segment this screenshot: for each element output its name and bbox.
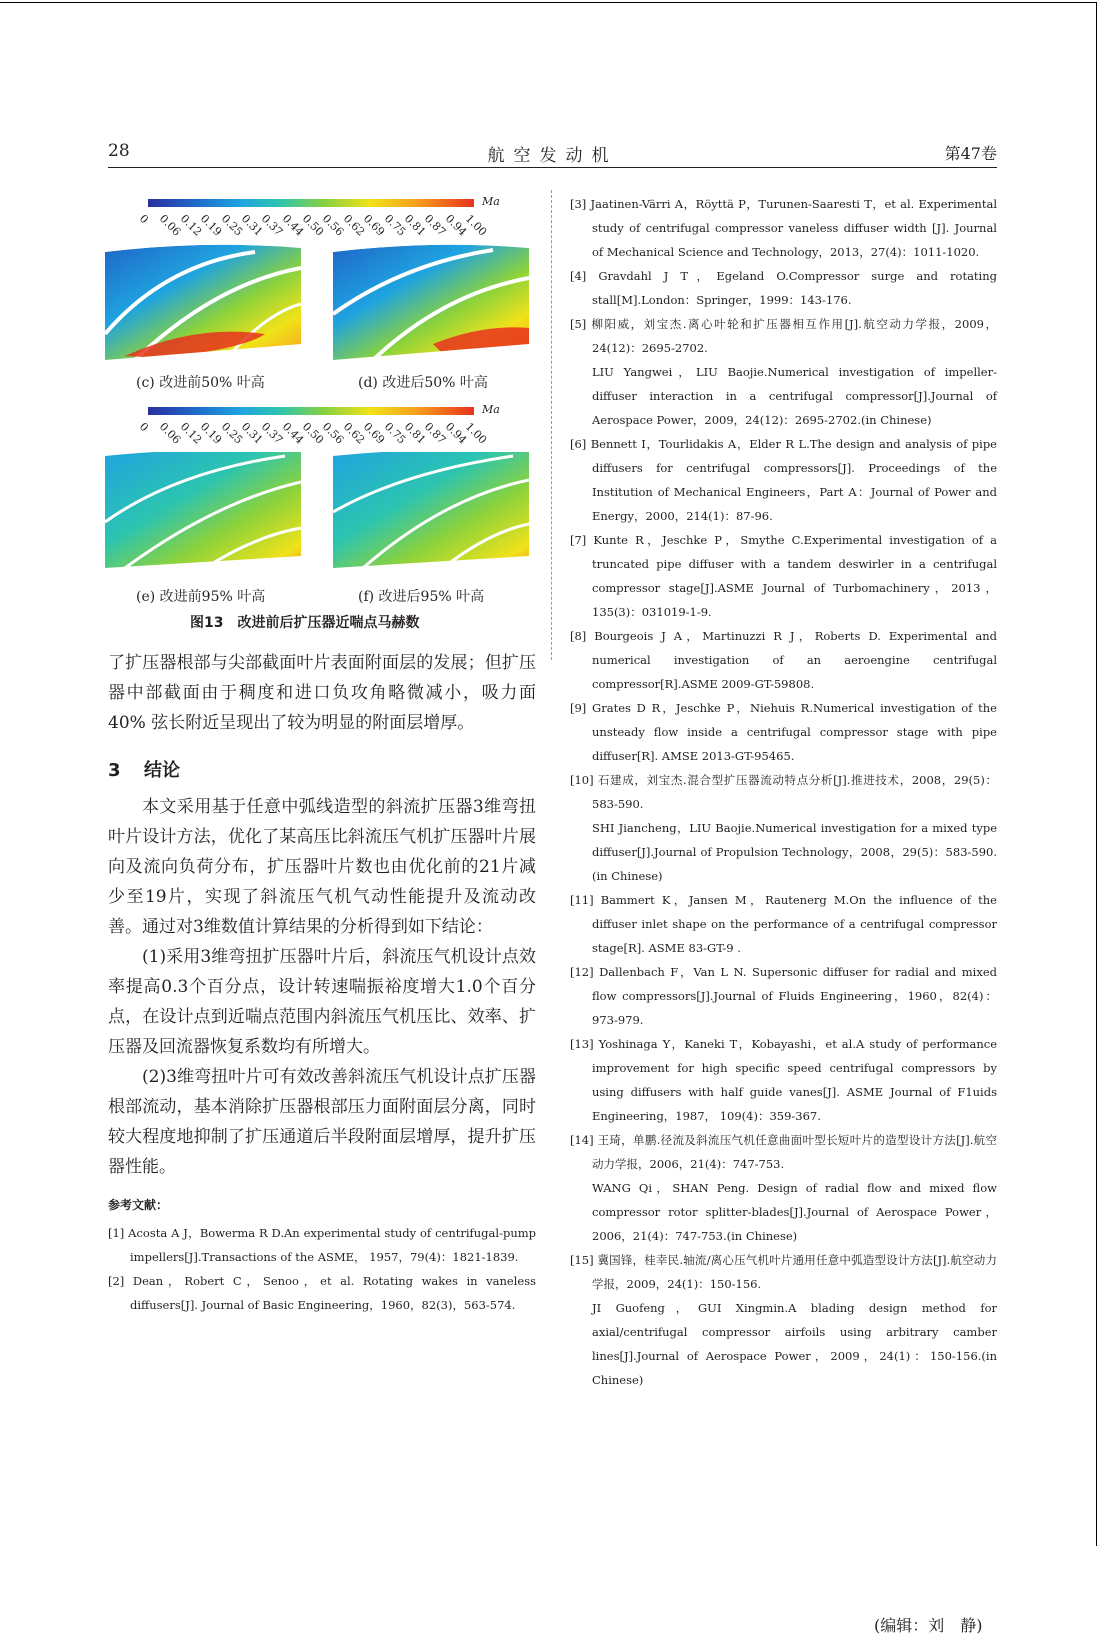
colorbar-tick-label: 0 <box>136 420 151 435</box>
reference-item <box>570 432 997 528</box>
colorbar-unit: Ma <box>482 403 500 416</box>
section-heading <box>108 756 536 782</box>
reference-text: [9] Grates D R，Jeschke P，Niehuis R.Numerical investigation of the unsteady flow inside a centrifugal compressor stage with pipe diffuser[R]. AMSE 2013-GT-95465. <box>570 701 997 763</box>
colorbar-tick-label: 0.25 <box>218 420 245 447</box>
colorbar-tick-label: 0.37 <box>259 212 286 239</box>
reference-item <box>570 1128 997 1248</box>
colorbar-tick-label: 0.25 <box>218 212 245 239</box>
colorbar-tick-label: 0.37 <box>259 420 286 447</box>
reference-english: WANG Qi，SHAN Peng. Design of radial flow and mixed flow compressor rotor splitter-blades[J].Journal of Aerospace Power，2006，21(4)：747-753.(in Chinese) <box>592 1181 997 1243</box>
reference-text: [1] Acosta A J，Bowerma R D.An experimental study of centrifugal-pump impellers[J].Transactions of the ASME， 1957，79(4)：1821-1839. <box>108 1226 536 1264</box>
paragraph-conclusion-1: (1)采用3维弯扭扩压器叶片后，斜流压气机设计点效率提高0.3个百分点，设计转速喘振裕度增大1.0个百分点，在设计点到近喘点范围内斜流压气机压比、效率、扩压器及回流器恢复系数均有所增大。 <box>108 947 536 1057</box>
panel-c-contour <box>105 244 301 360</box>
colorbar-tick-label: 1.00 <box>462 420 490 447</box>
paragraph-continued: 了扩压器根部与尖部截面叶片表面附面层的发展；但扩压器中部截面由于稠度和进口负攻角略微减小，吸力面40% 弦长附近呈现出了较为明显的附面层增厚。 <box>108 653 536 733</box>
editor-note: (编辑：刘 静) <box>874 1616 983 1635</box>
panel-f-contour <box>333 452 529 568</box>
reference-item <box>570 1248 997 1392</box>
panel-c-label: (c) 改进前50% 叶高 <box>136 375 265 391</box>
reference-text: [5] 柳阳威，刘宝杰.离心叶轮和扩压器相互作用[J].航空动力学报，2009，24(12)：2695-2702. <box>570 317 997 355</box>
colorbar-tick-label: 0.62 <box>340 420 368 447</box>
journal-title: 航空发动机 <box>487 146 618 166</box>
reference-text: [14] 王琦，单鹏.径流及斜流压气机任意曲面叶型长短叶片的造型设计方法[J].航空动力学报，2006，21(4)：747-753. <box>570 1133 997 1171</box>
colorbar-tick-label: 0.56 <box>320 420 347 447</box>
column-divider <box>551 190 552 660</box>
reference-text: [3] Jaatinen-Värri A，Röyttä P，Turunen-Saaresti T，et al. Experimental study of centrifugal compressor vaneless diffuser width [J]. Journal of Mechanical Science and Technology，2013，27(4)：1011-1020. <box>570 197 997 259</box>
reference-english: JI Guofeng，GUI Xingmin.A blading design method for axial/centrifugal compressor airfoils using arbitrary camber lines[J].Journal of Aerospace Power，2009，24(1)：150-156.(in Chinese) <box>592 1301 997 1387</box>
colorbar-tick-label: 0.19 <box>197 212 225 239</box>
colorbar-tick-label: 0.06 <box>157 212 184 239</box>
reference-item <box>570 888 997 960</box>
references-list-right <box>570 192 997 1392</box>
colorbar-tick-label: 0.94 <box>442 420 469 447</box>
colorbar-tick-label: 0.44 <box>279 212 306 239</box>
reference-text: [15] 冀国锋，桂幸民.轴流/离心压气机叶片通用任意中弧造型设计方法[J].航空动力学报，2009，24(1)：150-156. <box>570 1253 997 1291</box>
colorbar-tick-label: 0.12 <box>177 420 205 447</box>
reference-item <box>570 528 997 624</box>
reference-text: [7] Kunte R，Jeschke P，Smythe C.Experimental investigation of a truncated pipe diffuser with a tandem deswirler in a centrifugal compressor stage[J].ASME Journal of Turbomachinery，2013，135(3)：031019-1-9. <box>570 533 997 619</box>
section-title: 结论 <box>144 760 180 781</box>
reference-text: [6] Bennett I，Tourlidakis A，Elder R L.The design and analysis of pipe diffusers for centrifugal compressors[J]. Proceedings of the Institution of Mechanical Engineers，Part A：Journal of Power and Energy，2000，214(1)：87-96. <box>570 437 997 523</box>
reference-item <box>570 264 997 312</box>
colorbar-bottom <box>136 398 500 452</box>
reference-item <box>570 192 997 264</box>
reference-item <box>108 1269 536 1317</box>
colorbar-tick-label: 0.44 <box>279 420 306 447</box>
reference-item <box>570 312 997 432</box>
panel-e-contour <box>105 452 301 568</box>
colorbar-gradient <box>148 407 474 415</box>
volume-label: 第47卷 <box>944 144 997 163</box>
panel-f-label: (f) 改进后95% 叶高 <box>358 589 485 605</box>
reference-item <box>570 624 997 696</box>
colorbar-tick-label: 0.19 <box>197 420 225 447</box>
reference-text: [13] Yoshinaga Y，Kaneki T，Kobayashi，et al.A study of performance improvement for high specific speed centrifugal compressors by using diffusers with half guide vanes[J]. ASME Journal of F1uids Engineering，1987， 109(4)：359-367. <box>570 1037 997 1123</box>
colorbar-tick-label: 0.31 <box>238 420 266 447</box>
reference-english: SHI Jiancheng，LIU Baojie.Numerical investigation for a mixed type diffuser[J].Journal of Propulsion Technology，2008，29(5)：583-590.(in Chinese) <box>592 821 997 883</box>
reference-text: [12] Dallenbach F，Van L N. Supersonic diffuser for radial and mixed flow compressors[J].Journal of Fluids Engineering，1960，82(4)：973-979. <box>570 965 997 1027</box>
colorbar-tick-label: 0.50 <box>299 420 327 447</box>
colorbar-tick-label: 0.75 <box>381 212 408 239</box>
panel-d-label: (d) 改进后50% 叶高 <box>358 375 488 391</box>
reference-item <box>570 696 997 768</box>
crop-mark-right <box>1096 2 1097 1546</box>
reference-text: [4] Gravdahl J T，Egeland O.Compressor surge and rotating stall[M].London：Springer，1999：143-176. <box>570 269 997 307</box>
colorbar-tick-label: 0.06 <box>157 420 184 447</box>
panel-e-label: (e) 改进前95% 叶高 <box>136 589 266 605</box>
panel-d-contour <box>333 244 529 360</box>
figure-13 <box>100 186 540 634</box>
reference-text: [2] Dean，Robert C，Senoo，et al. Rotating wakes in vaneless diffusers[J]. Journal of Basic Engineering，1960，82(3)，563-574. <box>108 1274 536 1312</box>
page-number: 28 <box>108 141 130 161</box>
colorbar-tick-label: 0 <box>136 212 151 227</box>
colorbar-tick-label: 0.75 <box>381 420 408 447</box>
figure-caption: 图13 改进前后扩压器近喘点马赫数 <box>190 615 420 631</box>
references-list-left <box>108 1221 536 1317</box>
colorbar-unit: Ma <box>482 195 500 208</box>
colorbar-gradient <box>148 199 474 207</box>
colorbar-top <box>136 190 500 244</box>
reference-item <box>570 768 997 888</box>
reference-text: [8] Bourgeois J A，Martinuzzi R J，Roberts D. Experimental and numerical investigation of an aeroengine centrifugal compressor[R].ASME 2009-GT-59808. <box>570 629 997 691</box>
section-number: 3 <box>108 760 121 781</box>
colorbar-tick-label: 0.62 <box>340 212 368 239</box>
header-rule <box>108 167 997 168</box>
colorbar-tick-label: 0.94 <box>442 212 469 239</box>
colorbar-tick-label: 0.69 <box>360 212 388 239</box>
left-column-text <box>108 648 536 1317</box>
colorbar-tick-label: 0.50 <box>299 212 327 239</box>
colorbar-ticks <box>136 418 490 452</box>
colorbar-tick-label: 0.81 <box>401 212 429 239</box>
colorbar-tick-label: 1.00 <box>462 212 490 239</box>
reference-text: [10] 石建成，刘宝杰.混合型扩压器流动特点分析[J].推进技术，2008，29(5)：583-590. <box>570 773 997 811</box>
paragraph-conclusion-2: (2)3维弯扭叶片可有效改善斜流压气机设计点扩压器根部流动，基本消除扩压器根部压力面附面层分离，同时较大程度地抑制了扩压通道后半段附面层增厚，提升扩压器性能。 <box>108 1067 536 1177</box>
reference-text: [11] Bammert K，Jansen M，Rautenerg M.On the influence of the diffuser inlet shape on the performance of a centrifugal compressor stage[R]. ASME 83-GT-9 . <box>570 893 997 955</box>
colorbar-tick-label: 0.81 <box>401 420 429 447</box>
paragraph-conclusion-intro: 本文采用基于任意中弧线造型的斜流扩压器3维弯扭叶片设计方法，优化了某高压比斜流压气机扩压器叶片展向及流向负荷分布，扩压器叶片数也由优化前的21片减少至19片，实现了斜流压气机气动性能提升及流动改善。通过对3维数值计算结果的分析得到如下结论： <box>108 797 536 937</box>
reference-english: LIU Yangwei，LIU Baojie.Numerical investigation of impeller-diffuser interaction in a centrifugal compressor[J].Journal of Aerospace Power，2009，24(12)：2695-2702.(in Chinese) <box>592 365 997 427</box>
crop-mark-top <box>0 2 1096 3</box>
references-heading: 参考文献： <box>108 1198 169 1212</box>
colorbar-tick-label: 0.12 <box>177 212 205 239</box>
reference-item <box>108 1221 536 1269</box>
reference-item <box>570 1032 997 1128</box>
colorbar-tick-label: 0.56 <box>320 212 347 239</box>
colorbar-ticks <box>136 210 490 244</box>
colorbar-tick-label: 0.31 <box>238 212 266 239</box>
reference-item <box>570 960 997 1032</box>
colorbar-tick-label: 0.87 <box>422 420 449 447</box>
colorbar-tick-label: 0.69 <box>360 420 388 447</box>
colorbar-tick-label: 0.87 <box>422 212 449 239</box>
running-head <box>108 139 997 169</box>
